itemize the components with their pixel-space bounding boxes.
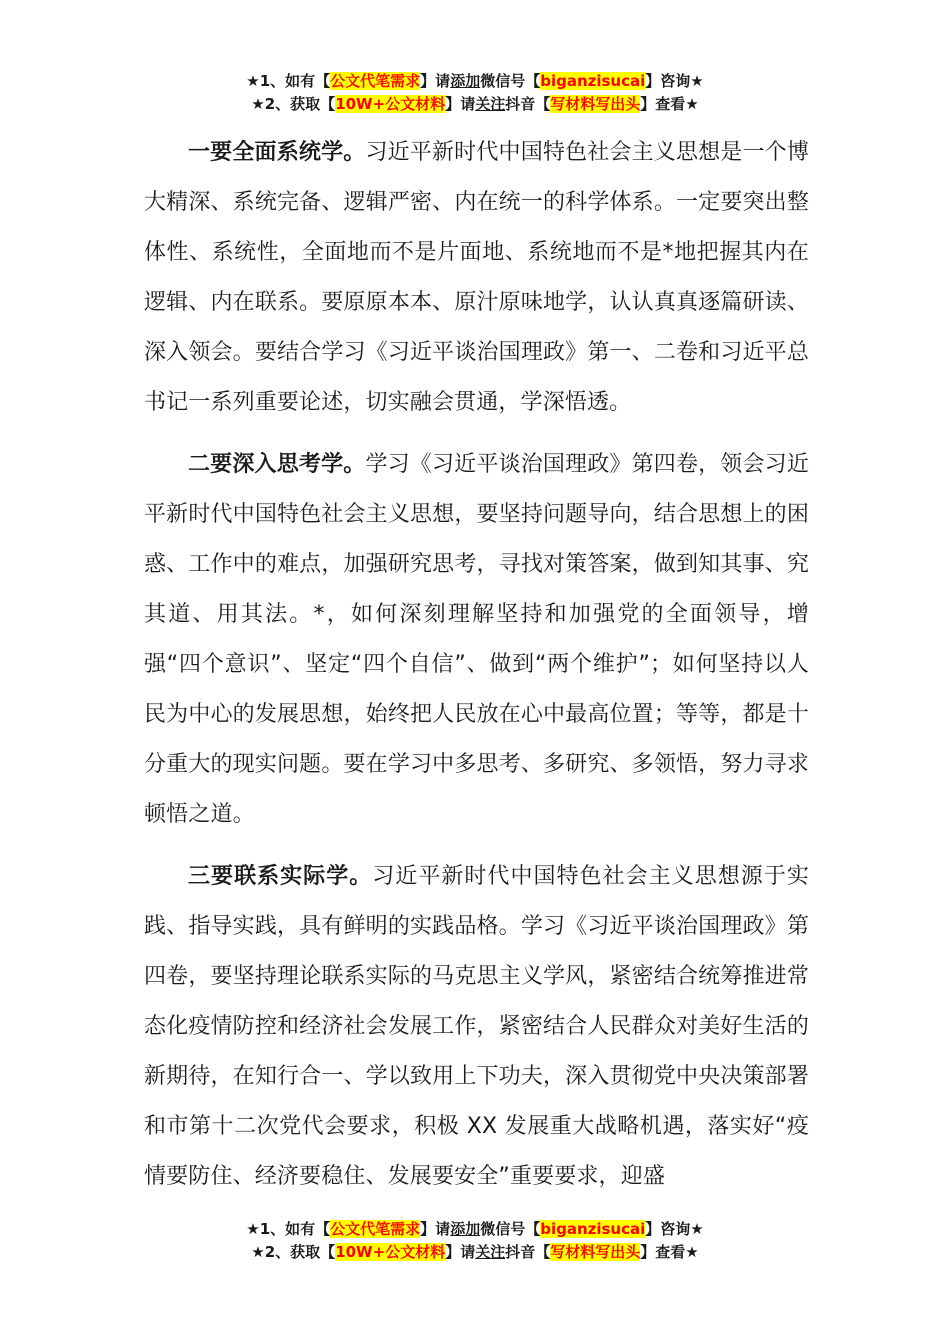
document-body [144,128,809,1214]
banner-emphasis: 添加 [450,72,481,90]
banner-text: 微信号【 [480,1220,541,1238]
paragraph-lead: 一要全面系统学。 [188,140,366,165]
paragraph-2 [144,440,809,840]
footer-banner [0,1218,950,1264]
banner-highlight: biganzisucai [540,1220,646,1238]
paragraph-text: 习近平新时代中国特色社会主义思想是一个博大精深、系统完备、逻辑严密、内在统一的科学体系。一定要突出整体性、系统性，全面地而不是片面地、系统地而不是*地把握其内在逻辑、内在联系。要原原本本、原汁原味地学，认认真真逐篇研读、深入领会。要结合学习《习近平谈治国理政》第一、二卷和习近平总书记一系列重要论述，切实融会贯通，学深悟透。 [144,140,809,415]
banner-text: 微信号【 [480,72,541,90]
paragraph-3 [144,852,809,1202]
banner-highlight: biganzisucai [540,72,646,90]
banner-text: 】请 [445,1243,476,1261]
banner-highlight: 10W+公文材料 [335,1243,446,1261]
banner-text: ★2、获取【 [251,1243,336,1261]
paragraph-text: 习近平新时代中国特色社会主义思想源于实践、指导实践，具有鲜明的实践品格。学习《习近平谈治国理政》第四卷，要坚持理论联系实际的马克思主义学风，紧密结合统筹推进常态化疫情防控和经济社会发展工作，紧密结合人民群众对美好生活的新期待，在知行合一、学以致用上下功夫，深入贯彻党中央决策部署和市第十二次党代会要求，积极 XX 发展重大战略机遇，落实好“疫情要防住、经济要稳住、发展要安全”重要要求，迎盛 [144,864,809,1189]
banner-highlight: 写材料写出头 [550,1243,641,1261]
banner-text: 】查看★ [640,1243,699,1261]
banner-emphasis: 添加 [450,1220,481,1238]
banner-text: 】请 [420,1220,451,1238]
banner-text: 】咨询★ [645,1220,704,1238]
banner-emphasis: 关注 [475,1243,506,1261]
banner-line-2 [0,93,950,116]
banner-text: 抖音【 [505,1243,551,1261]
paragraph-lead: 三要联系实际学。 [188,864,373,889]
banner-highlight: 公文代笔需求 [330,1220,421,1238]
banner-highlight: 公文代笔需求 [330,72,421,90]
banner-highlight: 10W+公文材料 [335,95,446,113]
banner-highlight: 写材料写出头 [550,95,641,113]
banner-text: 】咨询★ [645,72,704,90]
paragraph-1 [144,128,809,428]
banner-emphasis: 关注 [475,95,506,113]
banner-text: ★1、如有【 [246,1220,331,1238]
paragraph-lead: 二要深入思考学。 [188,452,366,477]
banner-text: ★1、如有【 [246,72,331,90]
banner-text: 】查看★ [640,95,699,113]
banner-line-2 [0,1241,950,1264]
banner-text: 抖音【 [505,95,551,113]
header-banner [0,70,950,116]
banner-line-1 [0,70,950,93]
banner-text: ★2、获取【 [251,95,336,113]
banner-text: 】请 [445,95,476,113]
banner-text: 】请 [420,72,451,90]
paragraph-text: 学习《习近平谈治国理政》第四卷，领会习近平新时代中国特色社会主义思想，要坚持问题导向，结合思想上的困惑、工作中的难点，加强研究思考，寻找对策答案，做到知其事、究其道、用其法。*，如何深刻理解坚持和加强党的全面领导，增强“四个意识”、坚定“四个自信”、做到“两个维护”；如何坚持以人民为中心的发展思想，始终把人民放在心中最高位置；等等，都是十分重大的现实问题。要在学习中多思考、多研究、多领悟，努力寻求顿悟之道。 [144,452,809,827]
banner-line-1 [0,1218,950,1241]
